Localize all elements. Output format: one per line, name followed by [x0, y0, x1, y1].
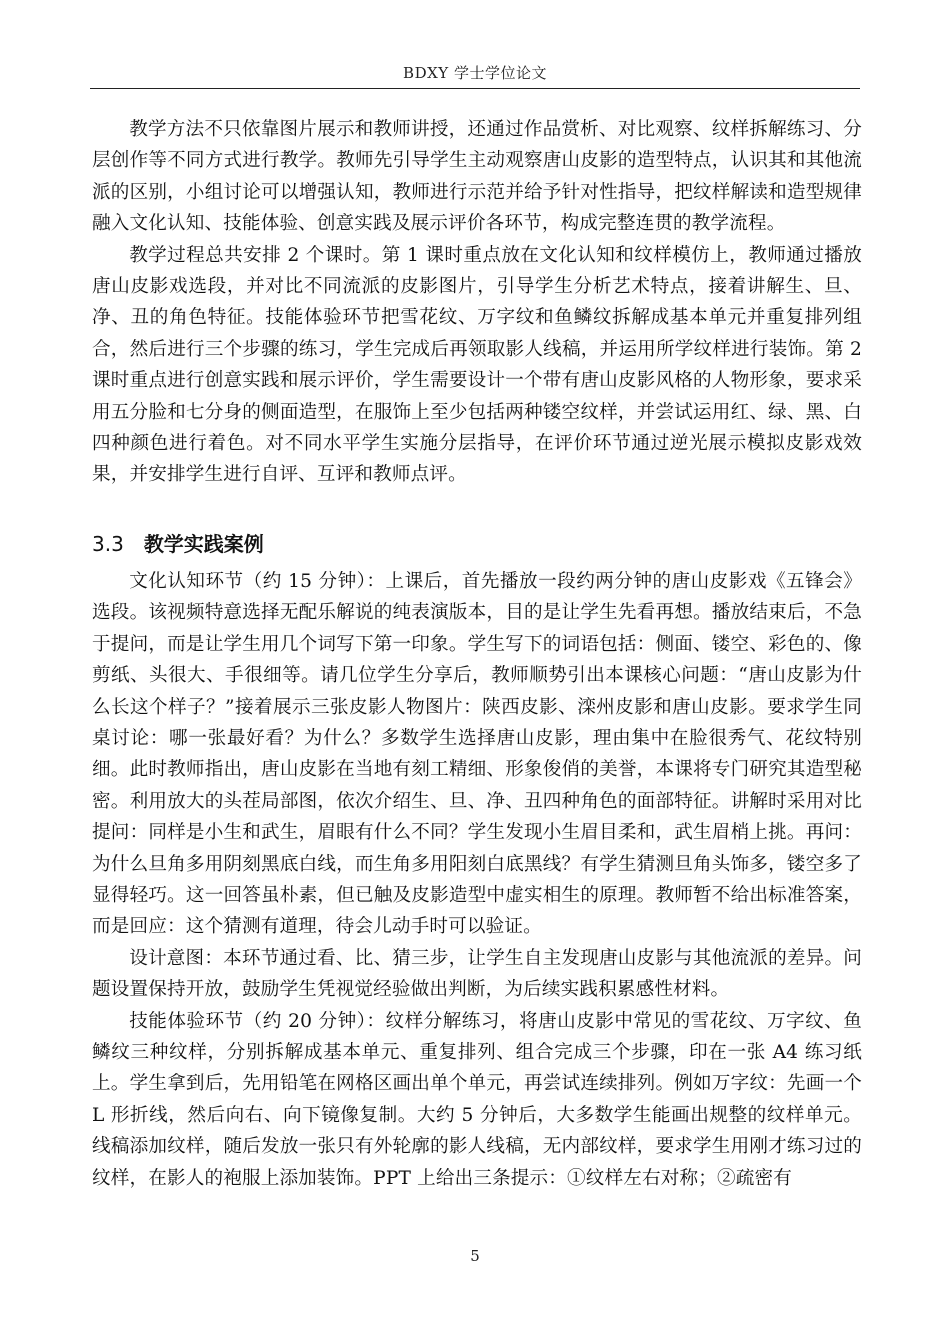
page-number: 5: [470, 1247, 480, 1265]
section-heading: [92, 529, 862, 560]
header-rule: [90, 88, 860, 89]
paragraph-skill-experience: 技能体验环节（约 20 分钟）：纹样分解练习，将唐山皮影中常见的雪花纹、万字纹、鱼鳞纹三种纹样，分别拆解成基本单元、重复排列、组合完成三个步骤，印在一张 A4 练习纸上。学生拿到后，先用铅笔在网格区画出单个单元，再尝试连续排列。例如万字纹：先画一个 L 形折线，然后向右、向下镜像复制。大约 5 分钟后，大多数学生能画出规整的纹样单元。线稿添加纹样，随后发放一张只有外轮廓的影人线稿，无内部纹样，要求学生用刚才练习过的纹样，在影人的袍服上添加装饰。PPT 上给出三条提示：①纹样左右对称；②疏密有: [92, 1010, 862, 1189]
paragraph-design-intent: 设计意图：本环节通过看、比、猜三步，让学生自主发现唐山皮影与其他流派的差异。问题设置保持开放，鼓励学生凭视觉经验做出判断，为后续实践积累感性材料。: [92, 947, 862, 1001]
section-number: 3.3: [92, 531, 124, 556]
section-title: 教学实践案例: [143, 531, 264, 556]
paragraph-teaching-methods: 教学方法不只依靠图片展示和教师讲授，还通过作品赏析、对比观察、纹样拆解练习、分层创作等不同方式进行教学。教师先引导学生主动观察唐山皮影的造型特点，认识其和其他流派的区别，小组讨论可以增强认知，教师进行示范并给予针对性指导，把纹样解读和造型规律融入文化认知、技能体验、创意实践及展示评价各环节，构成完整连贯的教学流程。: [92, 119, 862, 235]
paragraph-cultural-cognition: 文化认知环节（约 15 分钟）：上课后，首先播放一段约两分钟的唐山皮影戏《五锋会》选段。该视频特意选择无配乐解说的纯表演版本，目的是让学生先看再想。播放结束后，不急于提问，而是让学生用几个词写下第一印象。学生写下的词语包括：侧面、镂空、彩色的、像剪纸、头很大、手很细等。请几位学生分享后，教师顺势引出本课核心问题：“唐山皮影为什么长这个样子？”接着展示三张皮影人物图片：陕西皮影、滦州皮影和唐山皮影。要求学生同桌讨论：哪一张最好看？为什么？多数学生选择唐山皮影，理由集中在脸很秀气、花纹特别细。此时教师指出，唐山皮影在当地有刻工精细、形象俊俏的美誉，本课将专门研究其造型秘密。利用放大的头茬局部图，依次介绍生、旦、净、丑四种角色的面部特征。讲解时采用对比提问：同样是小生和武生，眉眼有什么不同？学生发现小生眉目柔和，武生眉梢上挑。再问：为什么旦角多用阴刻黑底白线，而生角多用阳刻白底黑线？有学生猜测旦角头饰多，镂空多了显得轻巧。这一回答虽朴素，但已触及皮影造型中虚实相生的原理。教师暂不给出标准答案，而是回应：这个猜测有道理，待会儿动手时可以验证。: [92, 570, 862, 938]
running-header: BDXY 学士学位论文: [403, 64, 547, 82]
page-body: [92, 114, 862, 1194]
paragraph-teaching-process: 教学过程总共安排 2 个课时。第 1 课时重点放在文化认知和纹样模仿上，教师通过播放唐山皮影戏选段，并对比不同流派的皮影图片，引导学生分析艺术特点，接着讲解生、旦、净、丑的角色特征。技能体验环节把雪花纹、万字纹和鱼鳞纹拆解成基本单元并重复排列组合，然后进行三个步骤的练习，学生完成后再领取影人线稿，并运用所学纹样进行装饰。第 2 课时重点进行创意实践和展示评价，学生需要设计一个带有唐山皮影风格的人物形象，要求采用五分脸和七分身的侧面造型，在服饰上至少包括两种镂空纹样，并尝试运用红、绿、黑、白四种颜色进行着色。对不同水平学生实施分层指导，在评价环节通过逆光展示模拟皮影戏效果，并安排学生进行自评、互评和教师点评。: [92, 244, 862, 486]
